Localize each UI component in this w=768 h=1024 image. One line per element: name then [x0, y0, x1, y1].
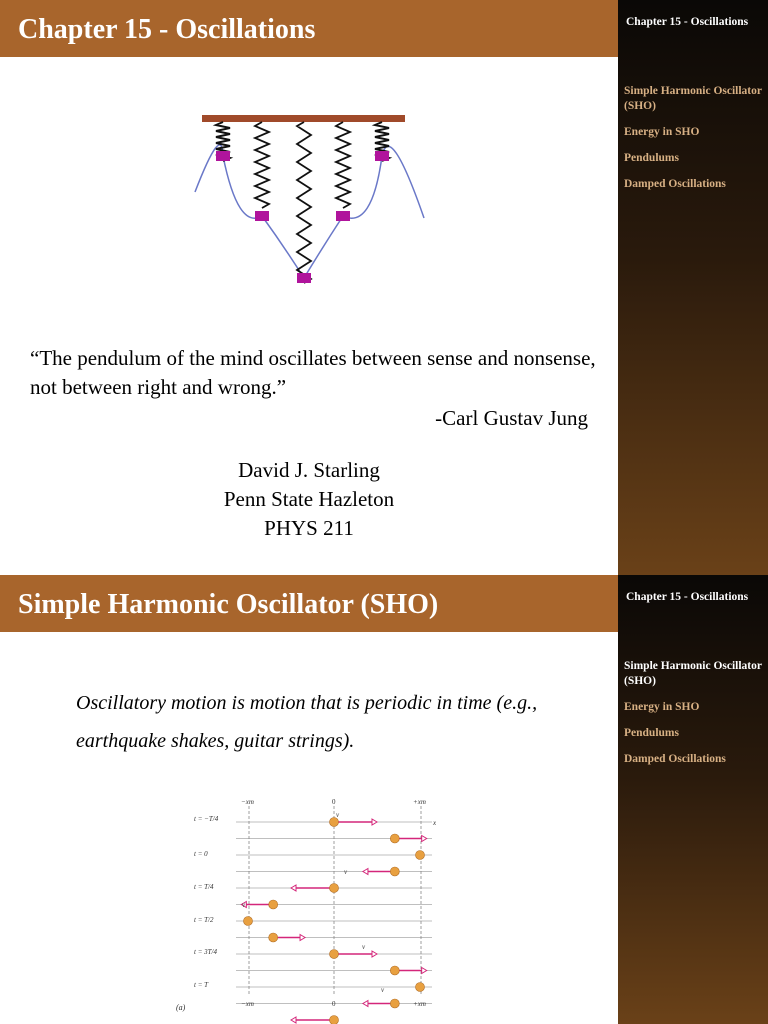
axis-bottom-plus: +xm [413, 1000, 426, 1008]
mass-4 [336, 211, 350, 221]
nav-item-energy[interactable]: Energy in SHO [624, 701, 700, 713]
time-label-2: t = 0 [194, 850, 208, 858]
spring-2 [255, 122, 269, 208]
ceiling-bar [202, 115, 405, 122]
slide-2-sidebar-nav [624, 659, 762, 778]
quote-text: “The pendulum of the mind oscillates between sense and nonsense, not between right and wrong.” [30, 346, 596, 399]
oscillating-mass [390, 834, 399, 843]
nav-item-pendulums[interactable]: Pendulums [624, 152, 679, 164]
velocity-label-5: v [381, 986, 385, 994]
velocity-label-4: v [362, 943, 366, 951]
axis-top-zero: 0 [332, 798, 336, 806]
axis-bottom-zero: 0 [332, 1000, 336, 1008]
mass-3 [297, 273, 311, 283]
author-name: David J. Starling [238, 458, 380, 482]
spring-3 [297, 122, 311, 283]
velocity-arrowhead [422, 836, 427, 842]
mass-1 [216, 151, 230, 161]
slide-1-sidebar-header: Chapter 15 - Oscillations [626, 16, 749, 28]
panel-label: (a) [176, 1003, 186, 1012]
slide-1-sidebar-nav [624, 84, 762, 203]
oscillating-mass [244, 917, 253, 926]
nav-item-sho[interactable]: Simple Harmonic Oscillator (SHO) [624, 85, 762, 112]
mass-2 [255, 211, 269, 221]
slide-2-sidebar-header: Chapter 15 - Oscillations [626, 591, 749, 603]
oscillating-mass [269, 900, 278, 909]
time-label-3: t = T/4 [194, 883, 214, 891]
nav-item-sho-active[interactable]: Simple Harmonic Oscillator (SHO) [624, 660, 762, 687]
axis-top-plus: +xm [413, 798, 426, 806]
time-label-5: t = 3T/4 [194, 948, 218, 956]
time-label-6: t = T [194, 981, 209, 989]
nav-item-damped[interactable]: Damped Oscillations [624, 753, 726, 765]
course-code: PHYS 211 [264, 516, 354, 540]
slide-2-title-bar [0, 575, 618, 632]
oscillating-mass [390, 966, 399, 975]
nav-item-damped[interactable]: Damped Oscillations [624, 178, 726, 190]
axis-name: x [433, 819, 437, 827]
velocity-arrowhead [372, 819, 377, 825]
slide-1-title: Chapter 15 - Oscillations [18, 14, 316, 45]
oscillating-mass [390, 999, 399, 1008]
mass-5 [375, 151, 389, 161]
oscillating-mass [390, 867, 399, 876]
quote-author: -Carl Gustav Jung [435, 406, 588, 430]
credits [0, 456, 618, 543]
oscillation-curve [195, 145, 424, 278]
oscillating-mass [330, 1016, 339, 1024]
sho-definition: Oscillatory motion is motion that is periodic in time (e.g., earthquake shakes, guitar strings). [76, 692, 538, 752]
nav-item-energy[interactable]: Energy in SHO [624, 126, 700, 138]
velocity-arrowhead [363, 1001, 368, 1007]
sho-position-time-figure [0, 794, 618, 1024]
oscillating-mass [330, 884, 339, 893]
velocity-label-3: v [242, 901, 246, 909]
velocity-arrowhead [363, 869, 368, 875]
axis-bottom-minus: −xm [241, 1000, 254, 1008]
velocity-label-2: v [344, 868, 348, 876]
slide-2-sidebar [618, 575, 768, 1024]
nav-item-pendulums[interactable]: Pendulums [624, 727, 679, 739]
velocity-label-1: v [336, 811, 340, 819]
slide-2-title: Simple Harmonic Oscillator (SHO) [18, 589, 439, 620]
velocity-arrowhead [291, 885, 296, 891]
velocity-arrowhead [422, 968, 427, 974]
time-label-1: t = −T/4 [194, 815, 219, 823]
spring-4 [336, 122, 350, 208]
oscillating-mass [416, 983, 425, 992]
velocity-arrowhead [372, 951, 377, 957]
velocity-arrowhead [291, 1017, 296, 1023]
springs-illustration [0, 0, 618, 300]
institution: Penn State Hazleton [223, 487, 395, 511]
slide-1-sidebar [618, 0, 768, 575]
oscillating-mass [330, 950, 339, 959]
time-label-4: t = T/2 [194, 916, 214, 924]
axis-top-minus: −xm [241, 798, 254, 806]
oscillating-mass [416, 851, 425, 860]
velocity-arrowhead [300, 935, 305, 941]
oscillating-mass [269, 933, 278, 942]
